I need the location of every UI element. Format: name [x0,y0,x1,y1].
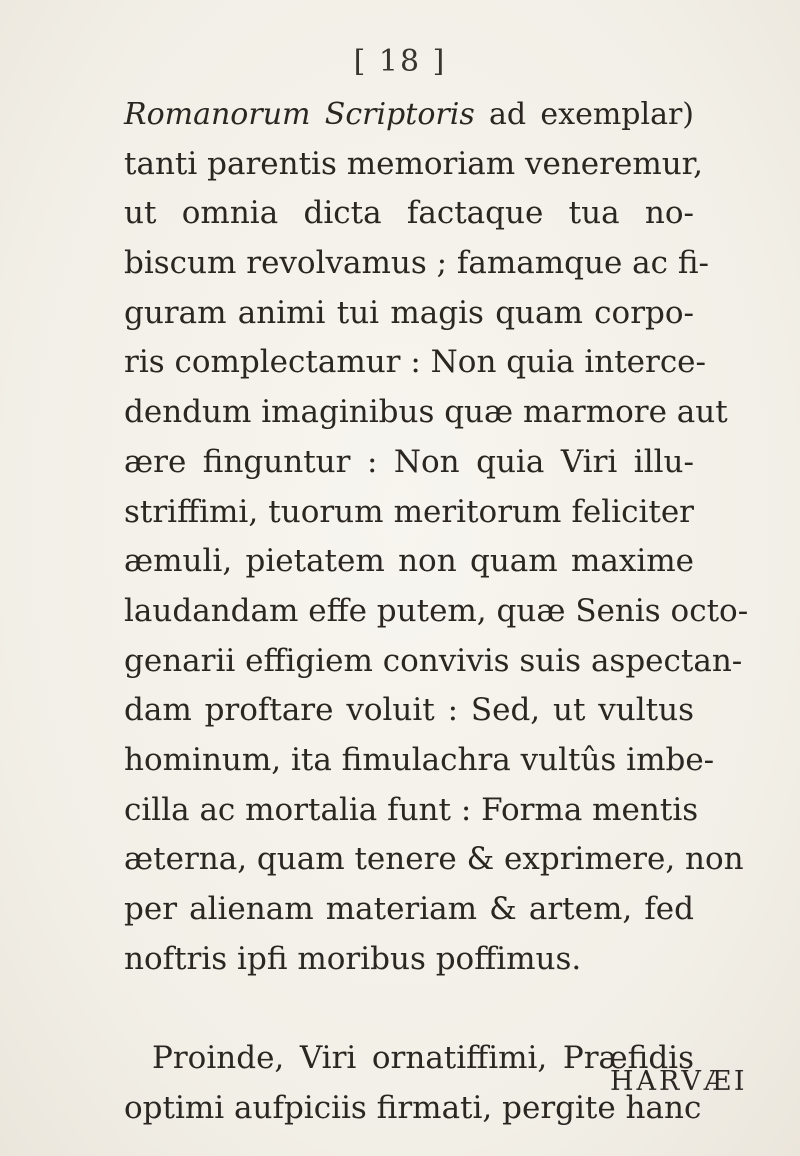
line-rest: ad exemplar) [474,97,695,132]
text-line: ris complectamur : Non quia interce- [124,344,707,381]
text-line: striffimi, tuorum meritorum feliciter [124,493,694,530]
text-line: cilla ac mortalia funt : Forma mentis [124,791,699,828]
text-line: optimi aufpiciis firmati, pergite hanc [124,1090,702,1127]
text-body [124,90,749,1134]
text-line: ære finguntur : Non quia Viri illu- [124,443,694,480]
page-number: [ 18 ] [353,44,447,79]
text-line: ut omnia dicta factaque tua no- [124,195,694,232]
italic-phrase: Romanorum Scriptoris [124,97,475,132]
text-line: tanti parentis memoriam veneremur, [124,145,703,182]
paragraph-gap [124,984,694,1034]
text-line: biscum revolvamus ; famamque ac fi- [124,245,710,282]
text-line: genarii effigiem convivis suis aspectan- [124,642,743,679]
text-line: Proinde, Viri ornatiffimi, Præfidis [152,1040,694,1077]
text-line: laudandam effe putem, quæ Senis octo- [124,592,749,629]
catchword: HARVÆI [610,1066,748,1097]
text-line: æterna, quam tenere & exprimere, non [124,841,744,878]
text-line [124,90,694,140]
text-line: dam proftare voluit : Sed, ut vultus [124,692,694,729]
text-line: per alienam materiam & artem, fed [124,891,694,927]
text-line: hominum, ita fimulachra vultûs imbe- [124,741,715,778]
text-line: guram animi tui magis quam corpo- [124,294,694,331]
text-line: æmuli, pietatem non quam maxime [124,543,694,580]
text-line: dendum imaginibus quæ marmore aut [124,394,728,431]
text-line: noftris ipfi moribus poffimus. [124,940,582,977]
